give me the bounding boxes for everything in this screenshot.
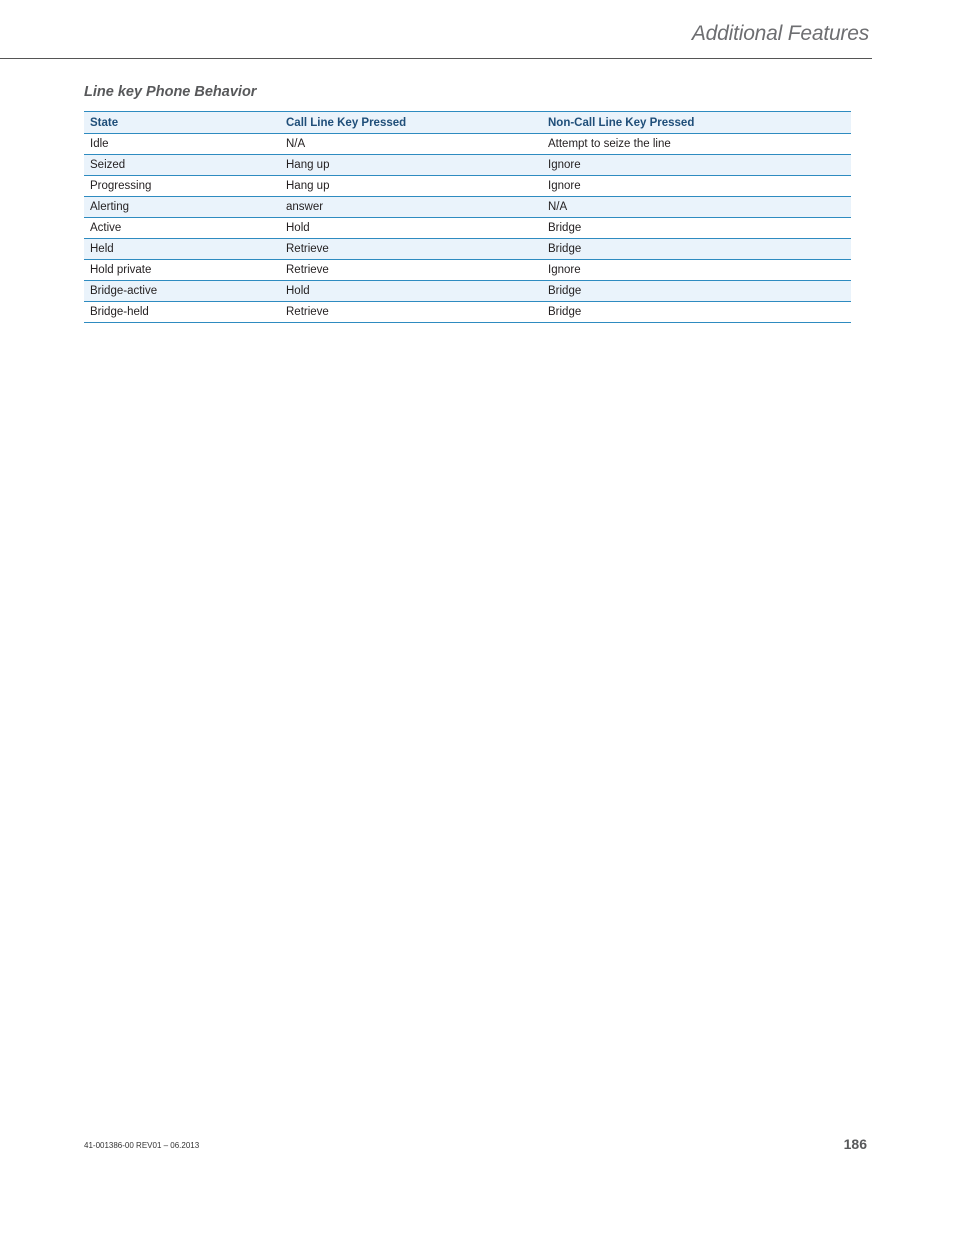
table-row [84, 155, 851, 176]
cell-call-line-key: Retrieve [286, 243, 329, 255]
cell-non-call-line-key: Bridge [548, 222, 582, 234]
table-row [84, 134, 851, 155]
table-row [84, 281, 851, 302]
cell-non-call-line-key: Attempt to seize the line [548, 138, 671, 150]
section-title: Line key Phone Behavior [84, 84, 257, 100]
cell-non-call-line-key: Bridge [548, 243, 582, 255]
cell-non-call-line-key: Ignore [548, 180, 581, 192]
cell-call-line-key: Retrieve [286, 264, 329, 276]
cell-call-line-key: answer [286, 201, 324, 213]
header-divider [0, 58, 872, 59]
cell-call-line-key: Hang up [286, 159, 330, 171]
table-row [84, 176, 851, 197]
page-header-title: Additional Features [691, 22, 869, 45]
cell-state: Bridge-active [90, 285, 158, 297]
footer-document-id: 41-001386-00 REV01 – 06.2013 [84, 1141, 200, 1150]
cell-state: Held [90, 243, 114, 255]
footer-page-number: 186 [843, 1136, 867, 1152]
column-header-call-line-key: Call Line Key Pressed [286, 117, 407, 129]
column-header-state: State [90, 117, 119, 129]
behavior-table-container [84, 111, 851, 323]
cell-state: Seized [90, 159, 126, 171]
column-header-non-call-line-key: Non-Call Line Key Pressed [548, 117, 695, 129]
cell-call-line-key: Hold [286, 285, 310, 297]
cell-state: Bridge-held [90, 306, 149, 318]
cell-state: Hold private [90, 264, 152, 276]
cell-non-call-line-key: Bridge [548, 306, 582, 318]
cell-call-line-key: N/A [286, 138, 306, 150]
cell-state: Idle [90, 138, 109, 150]
table-row [84, 302, 851, 323]
table-row [84, 218, 851, 239]
cell-non-call-line-key: Bridge [548, 285, 582, 297]
cell-non-call-line-key: Ignore [548, 264, 581, 276]
cell-non-call-line-key: Ignore [548, 159, 581, 171]
cell-state: Active [90, 222, 122, 234]
cell-state: Progressing [90, 180, 152, 192]
cell-state: Alerting [90, 201, 129, 213]
cell-non-call-line-key: N/A [548, 201, 568, 213]
table-row [84, 260, 851, 281]
cell-call-line-key: Hold [286, 222, 310, 234]
table-row [84, 239, 851, 260]
cell-call-line-key: Hang up [286, 180, 330, 192]
cell-call-line-key: Retrieve [286, 306, 329, 318]
table-header-row [84, 112, 851, 134]
line-key-behavior-table [84, 111, 851, 323]
table-row [84, 197, 851, 218]
